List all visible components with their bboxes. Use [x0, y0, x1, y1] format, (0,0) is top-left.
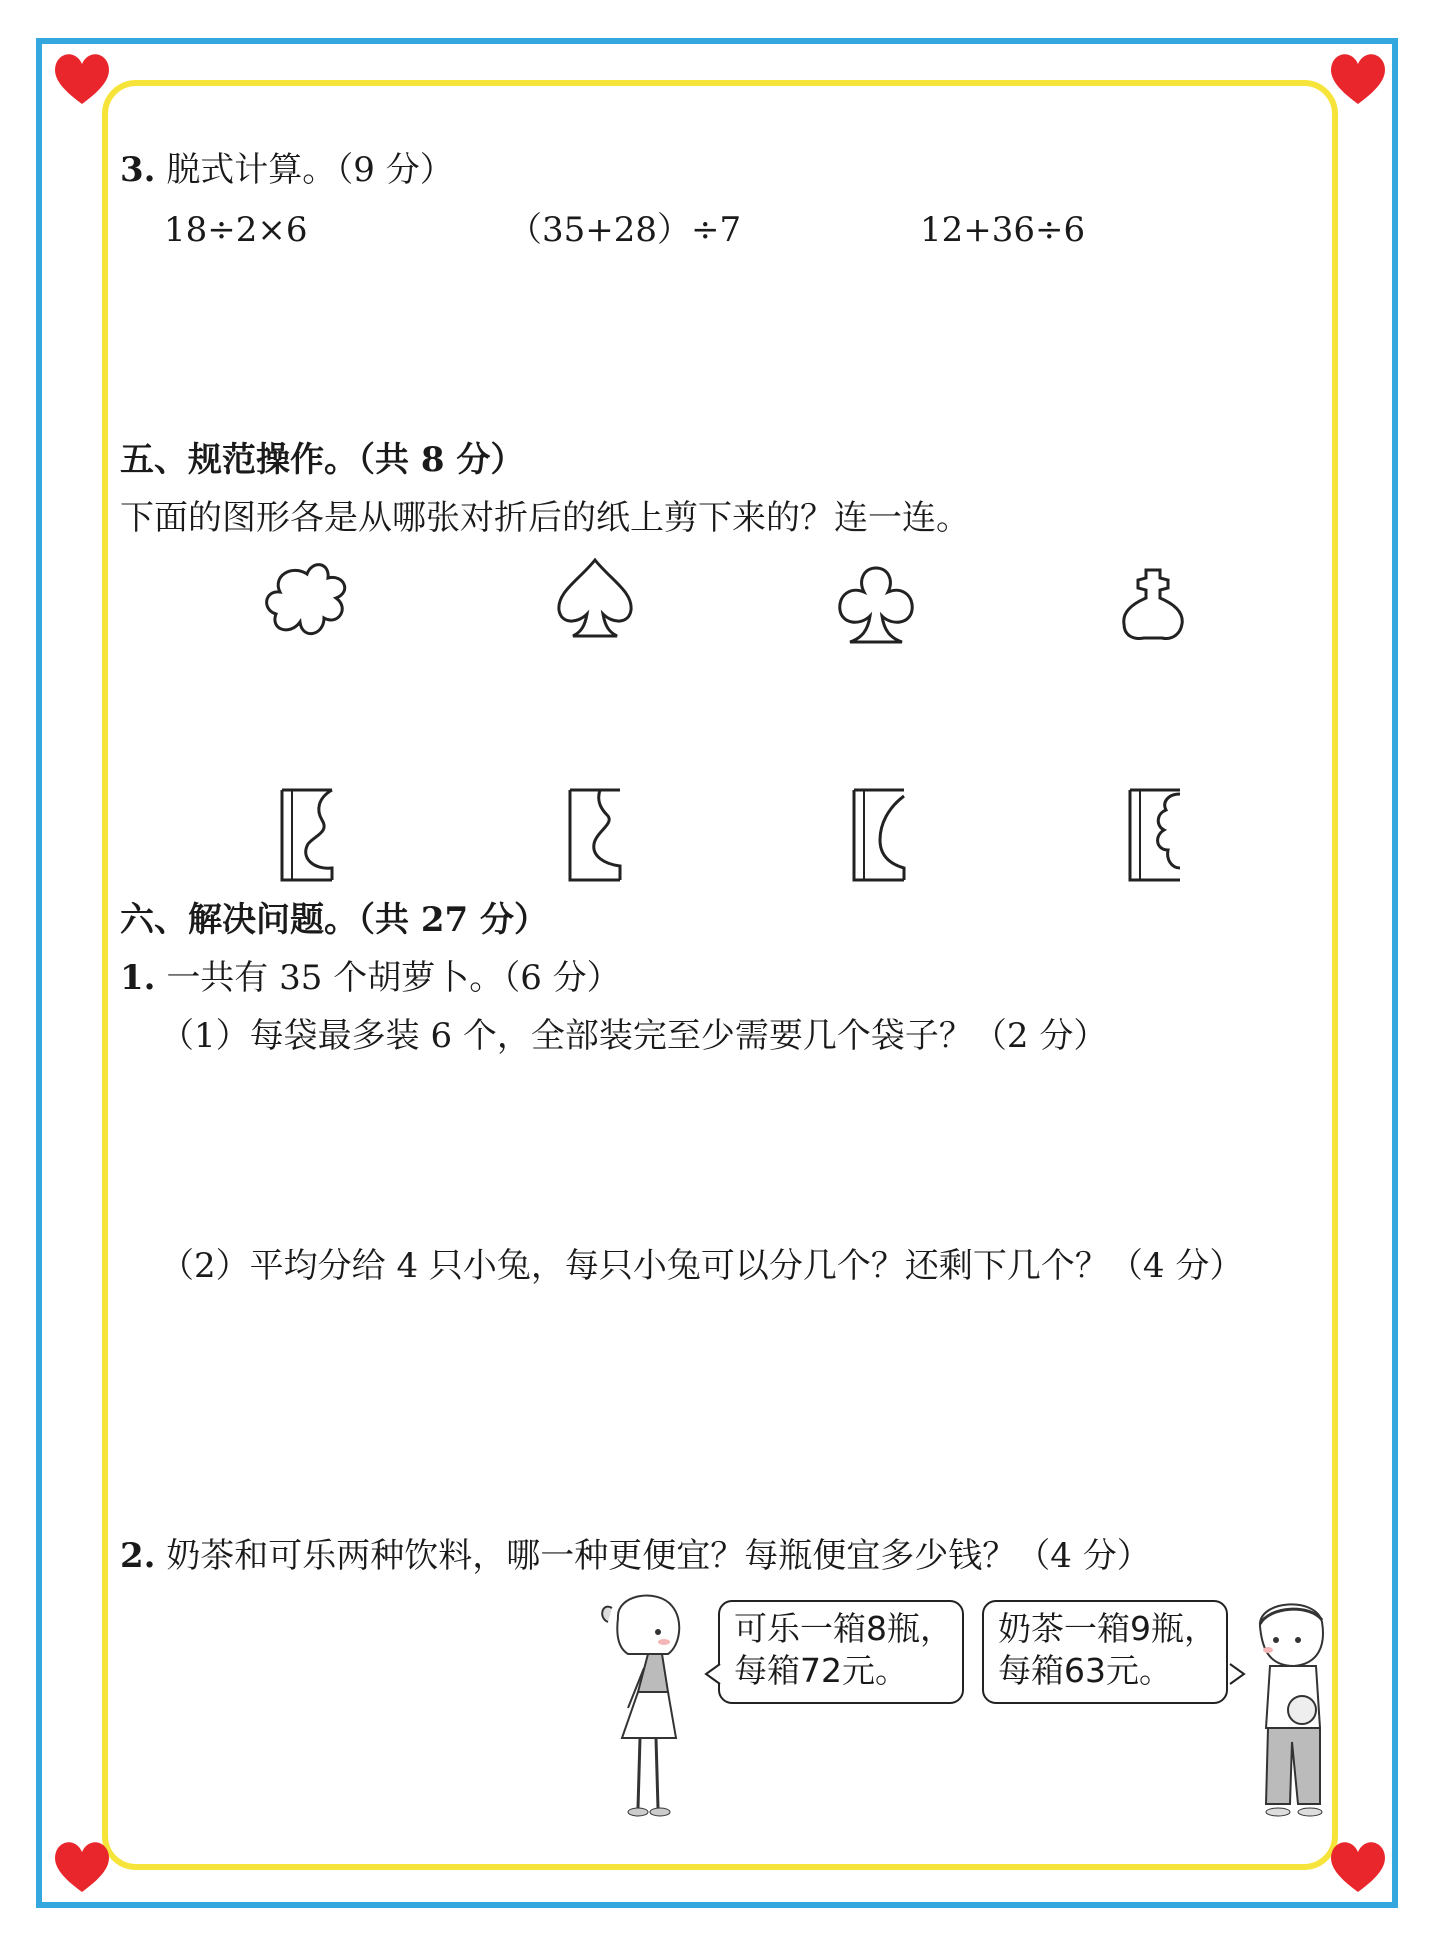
heart-icon	[50, 1834, 114, 1898]
problem2	[120, 1536, 1151, 1576]
girl-illustration	[588, 1588, 708, 1828]
section5-instruction: 下面的图形各是从哪张对折后的纸上剪下来的？连一连。	[120, 498, 970, 538]
bubble-left-line2: 每箱72元。	[734, 1651, 908, 1690]
problem1	[120, 958, 621, 998]
folded-paper-2[interactable]	[566, 788, 626, 882]
problem1-sub1: （1）每袋最多装 6 个，全部装完至少需要几个袋子？（2 分）	[160, 1016, 1108, 1056]
bubble-right-line1: 奶茶一箱9瓶，	[998, 1609, 1217, 1648]
heart-icon	[1326, 46, 1390, 110]
expr-2: （35+28）÷7	[508, 210, 742, 250]
bottle-shape[interactable]	[1118, 568, 1188, 644]
section5-title: 五、规范操作。（共 8 分）	[120, 440, 525, 480]
q3-heading	[120, 150, 454, 190]
folded-paper-4[interactable]	[1126, 788, 1186, 882]
heart-icon	[1326, 1834, 1390, 1898]
problem1-number: 1.	[120, 958, 156, 998]
heart-icon	[50, 46, 114, 110]
problem1-sub2: （2）平均分给 4 只小兔，每只小兔可以分几个？还剩下几个？（4 分）	[160, 1246, 1244, 1286]
flower-shape[interactable]	[262, 560, 352, 640]
problem1-text: 一共有 35 个胡萝卜。（6 分）	[166, 958, 621, 998]
q3-number: 3.	[120, 150, 156, 190]
expr-3: 12+36÷6	[920, 210, 1086, 250]
speech-bubble-right	[982, 1600, 1228, 1704]
section6-title: 六、解决问题。（共 27 分）	[120, 900, 548, 940]
speech-bubble-left	[718, 1600, 964, 1704]
folded-paper-1[interactable]	[278, 788, 338, 882]
boy-illustration	[1240, 1592, 1350, 1828]
q3-title: 脱式计算。（9 分）	[166, 150, 454, 190]
folded-paper-3[interactable]	[850, 788, 910, 882]
club-shape[interactable]	[836, 564, 916, 648]
problem2-number: 2.	[120, 1536, 156, 1576]
problem2-text: 奶茶和可乐两种饮料，哪一种更便宜？每瓶便宜多少钱？（4 分）	[166, 1536, 1151, 1576]
spade-shape[interactable]	[555, 558, 635, 640]
bubble-right-line2: 每箱63元。	[998, 1651, 1172, 1690]
bubble-left-line1: 可乐一箱8瓶，	[734, 1609, 953, 1648]
expr-1: 18÷2×6	[164, 210, 308, 250]
